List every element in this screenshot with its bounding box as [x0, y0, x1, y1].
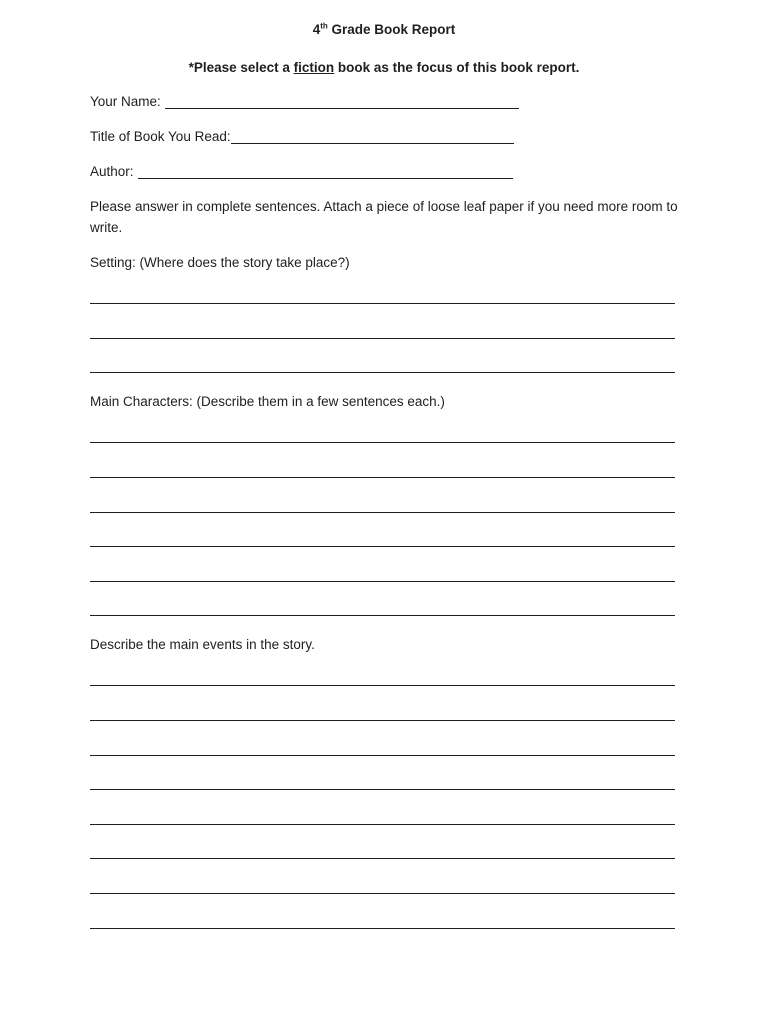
book-title-blank-line[interactable]: [231, 129, 514, 144]
characters-answer-line[interactable]: [90, 477, 675, 478]
name-blank-line[interactable]: [165, 94, 519, 109]
characters-answer-line[interactable]: [90, 512, 675, 513]
events-answer-line[interactable]: [90, 893, 675, 894]
setting-answer-line[interactable]: [90, 338, 675, 339]
fiction-instruction: [0, 60, 768, 75]
author-label: Author:: [90, 164, 134, 179]
setting-answer-line[interactable]: [90, 372, 675, 373]
characters-answer-line[interactable]: [90, 442, 675, 443]
title-text: Grade Book Report: [327, 22, 456, 37]
setting-label: Setting: (Where does the story take place?): [90, 255, 350, 270]
characters-answer-line[interactable]: [90, 546, 675, 547]
title-grade-number: 4: [312, 22, 321, 37]
instruction-post: book as the focus of this book report.: [334, 60, 580, 75]
events-answer-line[interactable]: [90, 755, 675, 756]
instruction-pre: *Please select a: [188, 60, 294, 75]
author-field: [90, 164, 513, 179]
characters-answer-line[interactable]: [90, 581, 675, 582]
page-title: [0, 22, 768, 37]
setting-answer-line[interactable]: [90, 303, 675, 304]
events-answer-line[interactable]: [90, 824, 675, 825]
instruction-underlined-word: fiction: [293, 60, 335, 75]
name-field: [90, 94, 519, 109]
events-answer-line[interactable]: [90, 720, 675, 721]
book-title-field: [90, 129, 514, 144]
events-label: Describe the main events in the story.: [90, 637, 315, 652]
answer-instructions: Please answer in complete sentences. Attach a piece of loose leaf paper if you need more room to write.: [90, 199, 678, 235]
name-label: Your Name:: [90, 94, 161, 109]
characters-label: Main Characters: (Describe them in a few sentences each.): [90, 394, 445, 409]
events-answer-line[interactable]: [90, 928, 675, 929]
events-answer-line[interactable]: [90, 858, 675, 859]
author-blank-line[interactable]: [138, 164, 513, 179]
events-answer-line[interactable]: [90, 789, 675, 790]
events-answer-line[interactable]: [90, 685, 675, 686]
title-grade-suffix: th: [320, 21, 328, 31]
characters-answer-line[interactable]: [90, 615, 675, 616]
book-title-label: Title of Book You Read:: [90, 129, 231, 144]
